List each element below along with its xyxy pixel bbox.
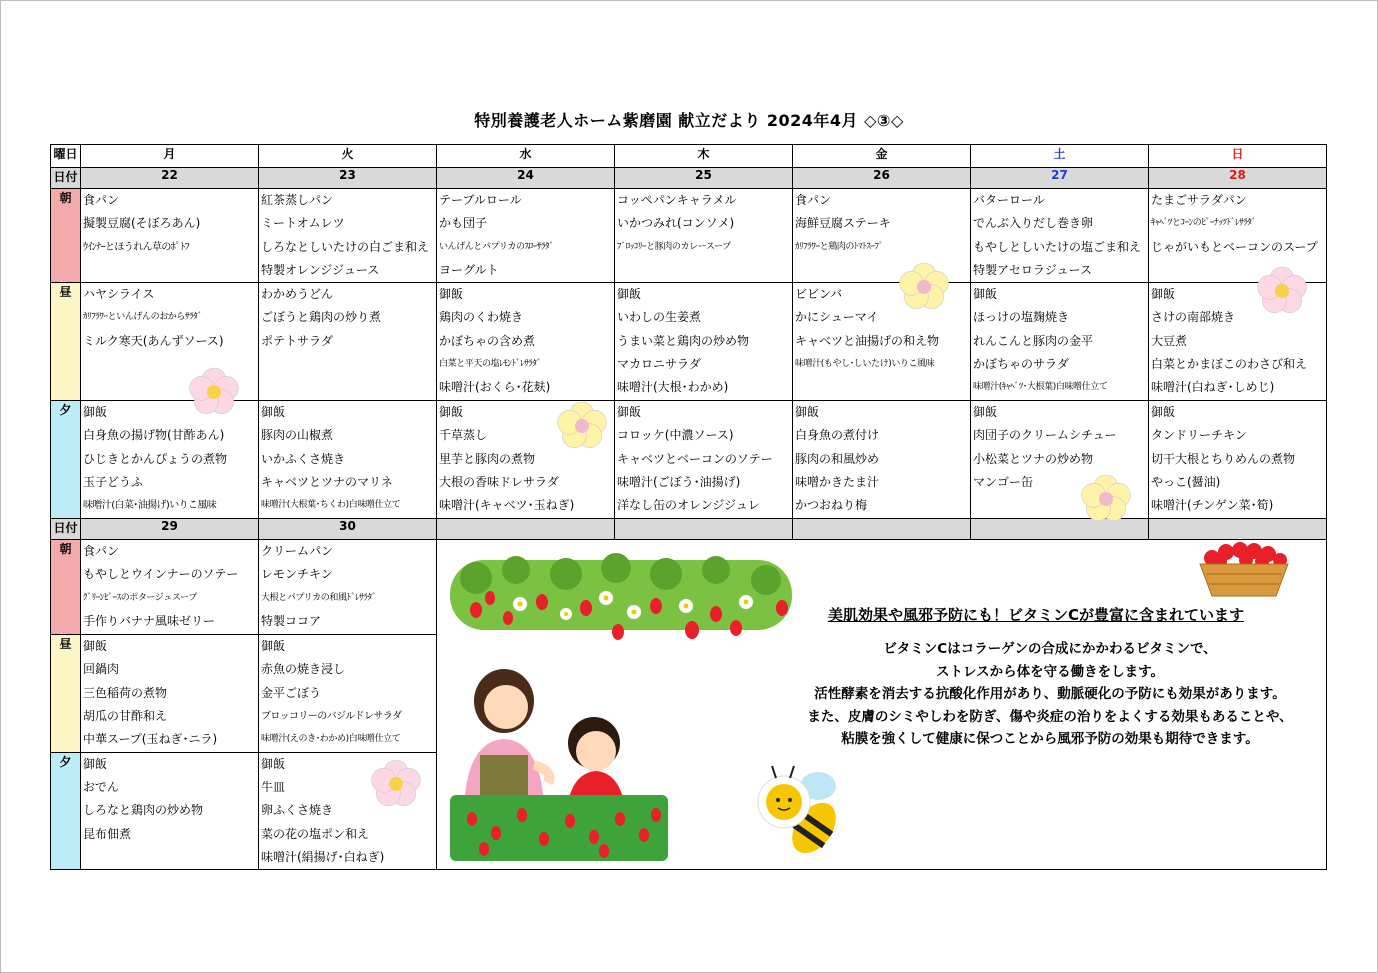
weekday-header: 月 (81, 145, 259, 168)
meal-cell (259, 401, 437, 519)
flower-icon (1078, 473, 1134, 525)
menu-item: いかふくさ焼き (261, 451, 346, 466)
menu-item: かつおねり梅 (795, 498, 868, 513)
menu-item: 御飯 (83, 756, 108, 771)
lunch-label: 昼 (51, 635, 81, 752)
menu-item: いんげんとパプリカのｽﾛｰｻﾗﾀﾞ (439, 241, 554, 252)
menu-item: かも団子 (439, 216, 488, 231)
menu-item: 御飯 (1151, 287, 1176, 302)
menu-item: 胡瓜の甘酢和え (83, 709, 168, 724)
date-header: 23 (259, 168, 437, 189)
menu-item: キャベツと油揚げの和え物 (795, 333, 940, 348)
strawberry-basket (1196, 538, 1292, 600)
menu-item: ほっけの塩麹焼き (973, 310, 1070, 325)
menu-item: わかめうどん (261, 287, 334, 302)
menu-item: マンゴー缶 (973, 475, 1034, 490)
menu-item: 白菜と平天の塩ﾚﾓﾝﾄﾞﾚｻﾗﾀﾞ (439, 359, 542, 370)
weekday-label: 曜日 (51, 145, 81, 168)
menu-item: いかつみれ(コンソメ) (617, 216, 735, 231)
menu-item: しろなとしいたけの白ごま和え (261, 239, 430, 254)
menu-item: ミートオムレツ (261, 216, 345, 231)
meal-cell (437, 283, 615, 401)
menu-item: ﾌﾞﾛｯｺﾘｰと豚肉のカレースープ (617, 241, 731, 252)
menu-item: 御飯 (1151, 405, 1176, 420)
bee-icon (752, 762, 848, 862)
menu-item: かぼちゃの含め煮 (439, 333, 536, 348)
date-header: 29 (81, 519, 259, 540)
menu-item: れんこんと豚肉の金平 (973, 333, 1094, 348)
flower-icon (368, 758, 424, 810)
meal-cell (615, 401, 793, 519)
meal-cell (259, 635, 437, 752)
page-title: 特別養護老人ホーム紫磨園 献立だより 2024年4月 ◇③◇ (474, 111, 904, 130)
menu-item: 味噌汁(白菜･油揚げ)いりこ風味 (83, 500, 217, 512)
meal-cell (437, 189, 615, 283)
menu-item: 豚肉の山椒煮 (261, 428, 334, 443)
meal-cell (81, 189, 259, 283)
date-header: 24 (437, 168, 615, 189)
meal-cell (259, 283, 437, 401)
strawberry-plant (446, 548, 796, 648)
menu-item: 大根の香味ドレサラダ (439, 475, 559, 490)
breakfast-label: 朝 (51, 540, 81, 635)
date-header: 27 (971, 168, 1149, 189)
menu-item: 食パン (83, 193, 120, 207)
menu-item: かぼちゃのサラダ (973, 357, 1069, 372)
menu-item: 豚肉の和風炒め (795, 451, 880, 466)
info-body (760, 638, 1340, 751)
weekday-header: 土 (971, 145, 1149, 168)
menu-item: おでん (83, 779, 119, 794)
menu-table (50, 144, 1327, 870)
menu-item: 里芋と豚肉の煮物 (439, 451, 536, 466)
date-header: 26 (793, 168, 971, 189)
menu-item: 切干大根とちりめんの煮物 (1151, 451, 1296, 466)
menu-item: キャベツとツナのマリネ (261, 475, 393, 490)
date-header (1149, 519, 1327, 540)
menu-item: 三色稲荷の煮物 (83, 685, 168, 700)
date-label: 日付 (51, 168, 81, 189)
menu-item: コロッケ(中濃ソース) (617, 428, 734, 443)
menu-item: 洋なし缶のオレンジジュレ (617, 498, 760, 513)
menu-item: 食パン (795, 193, 832, 207)
menu-item: テーブルロール (439, 193, 522, 207)
info-line: また、皮膚のシミやしわを防ぎ、傷や炎症の治りをよくする効果もあることや、 (807, 708, 1293, 725)
meal-cell (971, 189, 1149, 283)
menu-item: たまごサラダパン (1151, 193, 1247, 207)
menu-item: 味噌かきたま汁 (795, 475, 880, 490)
menu-item: ｶﾘﾌﾗﾜｰといんげんのおからｻﾗﾀﾞ (83, 312, 202, 323)
menu-item: 大根とパプリカの和風ﾄﾞﾚｻﾗﾀﾞ (261, 592, 377, 603)
menu-item: 味噌汁(大根･わかめ) (617, 380, 729, 395)
menu-item: 金平ごぼう (261, 685, 322, 700)
menu-item: 御飯 (83, 405, 108, 420)
meal-cell (615, 283, 793, 401)
flower-icon (554, 400, 610, 452)
menu-item: ハヤシライス (83, 287, 155, 302)
meal-cell (81, 401, 259, 519)
menu-item: 特製アセロラジュース (973, 262, 1093, 277)
menu-item: 白身魚の煮付け (795, 428, 880, 443)
dinner-label: 夕 (51, 401, 81, 519)
menu-item: 昆布佃煮 (83, 826, 132, 841)
menu-item: 味噌汁(チンゲン菜･筍) (1151, 498, 1274, 513)
meal-cell (81, 635, 259, 752)
menu-item: 味噌汁(キャベツ･玉ねぎ) (439, 498, 575, 513)
menu-item: 味噌汁(大根葉･ちくわ)白味噌仕立て (261, 500, 401, 511)
menu-item: 食パン (83, 544, 120, 559)
date-header: 28 (1149, 168, 1327, 189)
meal-cell (793, 401, 971, 519)
menu-item: 赤魚の焼き浸し (261, 662, 346, 677)
weekday-header: 日 (1149, 145, 1327, 168)
meal-cell (81, 752, 259, 869)
menu-item: 味噌汁(絹揚げ･白ねぎ) (261, 849, 385, 864)
meal-cell (1149, 401, 1327, 519)
menu-item: 卵ふくさ焼き (261, 803, 334, 818)
info-line: ストレスから体を守る働きをします。 (935, 663, 1164, 680)
weekday-header: 水 (437, 145, 615, 168)
menu-item: 白菜とかまぼこのわさび和え (1151, 357, 1308, 372)
menu-item: 鶏肉のくわ焼き (439, 310, 524, 325)
menu-item: 擬製豆腐(そぼろあん) (83, 216, 201, 231)
weekday-header: 金 (793, 145, 971, 168)
weekday-header: 火 (259, 145, 437, 168)
menu-item: ｶﾘﾌﾗﾜｰと鶏肉のﾄﾏﾄｽｰﾌﾟ (795, 241, 884, 252)
menu-item: でんぶ入りだし巻き卵 (973, 216, 1094, 231)
menu-item: クリームパン (261, 544, 334, 559)
menu-item: 肉団子のクリームシチュー (973, 428, 1117, 443)
menu-item: キャベツとベーコンのソテー (617, 451, 773, 466)
date-header: 25 (615, 168, 793, 189)
menu-item: 御飯 (439, 405, 464, 420)
menu-item: 千草蒸し (439, 428, 488, 443)
menu-item: 白身魚の揚げ物(甘酢あん) (83, 428, 225, 443)
lunch-label: 昼 (51, 283, 81, 401)
menu-item: うまい菜と鶏肉の炒め物 (617, 333, 750, 348)
menu-item: ヨーグルト (439, 262, 499, 277)
menu-item: ポテトサラダ (261, 333, 333, 348)
menu-item: ひじきとかんぴょうの煮物 (83, 451, 228, 466)
menu-item: マカロニサラダ (617, 357, 701, 372)
menu-item: 牛皿 (261, 779, 286, 794)
menu-item: 大豆煮 (1151, 333, 1188, 348)
menu-item: 御飯 (261, 405, 286, 420)
menu-item: バターロール (973, 193, 1045, 207)
menu-item: ｷｬﾍﾞﾂとｺｰﾝのﾋﾟｰﾅｯﾂﾄﾞﾚｻﾗﾀﾞ (1151, 218, 1256, 229)
menu-item: 中華スープ(玉ねぎ･ニラ) (83, 732, 218, 747)
menu-item: ｸﾞﾘｰﾝﾋﾟｰｽのポタージュスープ (83, 592, 197, 603)
menu-item: 味噌汁(もやし･しいたけ)いりこ風味 (795, 359, 935, 370)
menu-item: さけの南部焼き (1151, 310, 1236, 325)
menu-item: 味噌汁(おくら･花麸) (439, 380, 551, 395)
menu-item: やっこ(醤油) (1151, 475, 1221, 490)
menu-item: ｳｲﾝﾅｰとほうれん草のﾎﾟﾄﾌ (83, 241, 190, 253)
menu-item: コッペパンキャラメル (617, 193, 737, 207)
menu-item: 御飯 (617, 287, 642, 302)
info-line: 粘膜を強くして健康に保つことから風邪予防の効果も期待できます。 (841, 731, 1259, 747)
menu-item: もやしとウインナーのソテー (83, 567, 239, 582)
date-header (437, 519, 615, 540)
date-header: 30 (259, 519, 437, 540)
menu-item: 味噌汁(えのき･わかめ)白味噌仕立て (261, 734, 401, 745)
menu-item: 特製オレンジジュース (261, 262, 380, 277)
menu-item: 御飯 (973, 287, 998, 302)
menu-item: 御飯 (795, 405, 820, 420)
menu-item: ミルク寒天(あんずソース) (83, 333, 224, 348)
flower-icon (896, 261, 952, 313)
menu-item: 回鍋肉 (83, 662, 120, 677)
menu-item: いわしの生姜煮 (617, 310, 702, 325)
menu-item: タンドリーチキン (1151, 428, 1247, 443)
flower-icon (1254, 265, 1310, 317)
menu-item: 特製ココア (261, 614, 322, 629)
info-subheading: 美肌効果や風邪予防にも！ビタミンCが豊富に含まれています (828, 606, 1245, 624)
info-line: 活性酵素を消去する抗酸化作用があり、動脈硬化の予防にも効果があります。 (814, 686, 1286, 702)
date-header (793, 519, 971, 540)
date-header (615, 519, 793, 540)
flower-icon (186, 366, 242, 418)
mother-and-child-picking-strawberries (444, 655, 676, 865)
menu-item: もやしとしいたけの塩ごま和え (973, 239, 1142, 254)
menu-item: 御飯 (439, 287, 464, 302)
menu-item: 御飯 (261, 756, 286, 771)
date-label: 日付 (51, 519, 81, 540)
meal-cell (615, 189, 793, 283)
menu-item: 手作りバナナ風味ゼリー (83, 614, 216, 629)
menu-item: レモンチキン (261, 567, 333, 582)
meal-cell (81, 540, 259, 635)
menu-item: 紅茶蒸しパン (261, 193, 334, 207)
weekday-header: 木 (615, 145, 793, 168)
menu-item: 味噌汁(ｷｬﾍﾞﾂ･大根葉)白味噌仕立て (973, 382, 1108, 393)
menu-item: ブロッコリーのバジルドレサラダ (261, 711, 402, 723)
menu-item: しろなと鶏肉の炒め物 (83, 803, 204, 818)
menu-item: 小松菜とツナの炒め物 (973, 451, 1094, 466)
menu-item: ビビンバ (795, 287, 843, 302)
menu-item: 味噌汁(白ねぎ･しめじ) (1151, 380, 1275, 395)
meal-cell (971, 283, 1149, 401)
menu-item: 御飯 (617, 405, 642, 420)
menu-item: かにシューマイ (795, 310, 879, 325)
meal-cell (259, 540, 437, 635)
menu-item: 御飯 (261, 639, 286, 654)
menu-item: 御飯 (973, 405, 998, 420)
dinner-label: 夕 (51, 752, 81, 869)
menu-item: ごぼうと鶏肉の炒り煮 (261, 310, 382, 325)
menu-item: 菜の花の塩ポン和え (261, 826, 370, 841)
date-header: 22 (81, 168, 259, 189)
menu-item: じゃがいもとベーコンのスープ (1151, 239, 1318, 254)
menu-item: 御飯 (83, 639, 108, 654)
menu-item: 玉子どうふ (83, 475, 144, 490)
menu-item: 海鮮豆腐ステーキ (795, 216, 891, 231)
breakfast-label: 朝 (51, 189, 81, 283)
info-line: ビタミンCはコラーゲンの合成にかかわるビタミンで、 (883, 641, 1217, 657)
meal-cell (259, 189, 437, 283)
menu-item: 味噌汁(ごぼう･油揚げ) (617, 475, 741, 490)
